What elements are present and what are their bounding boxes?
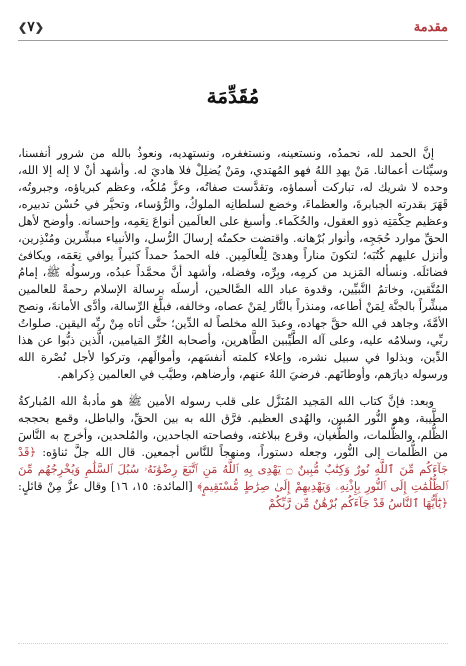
page-number-value: ۷ [27,19,35,35]
paragraph-1: إنَّ الحمد لله، نحمدُه، ونستعينه، ونستغفره، ونستهديه، ونعوذُ بالله من شرور أنفسنا، وسيِّئات أعمالنا. مَنْ يهدِ اللهُ فهو المُهتدي، ومَنْ يُضلِلْ فلا هاديَ له. وأشهد أنْ لا إله إلا الله، وحده لا شريك له، تباركت أسماؤه، وتقدَّست صفاتُه، وعزَّ مُلكُه، وعظم كبرياؤه، وجبروتُه، قَهَرَ بقدرته الجبابرةَ، والعظماءَ، وخضع لسلطانِه الملوكُ، والرُّؤساء، وتحيَّر في حُسْن تدبيره، وعظيم حِكْمَتِه ذوو العقول، والحُكَماء. وأسبغ على العالَمين أنواعَ نِعَمِه، وإحسانه. وأوضح لأهل الحقِّ موارد حُجَجِه، وأنوار بُرْهانه. واقتضت حكمتُه إرسالَ الرُّسل، والأنبياء مبشِّرين ومُنْذِرين، وأنزل عليهم كُتُبَه؛ لتكونَ مناراً وهدىً لِلْعالَمِين. فله الحمدُ حمداً كثيراً يوافي نِعَمَه، ويكافئ فضائلَه. ونسأله المَزيد من كرمِه، وبِرِّه، وفضله، وأشهد أنَّ محمَّداً عبدُه، ورسولُه ﷺ، إمامُ المُتَّقين، وخاتمُ النَّبيِّين، وقدوة عباد الله الصَّالحين، أرسلَه برسالة الإسلام رحمةً للعالمين مبشِّراً بالجنَّة لِمَنْ أطاعه، ومنذراً بالنَّار لِمَنْ عصاه، وخالفه، فبلَّغ الرِّسالة، وأدَّى الأمانةَ، ونصح الأمَّةَ، وجاهد في الله حقَّ جهاده، وعبدَ الله مخلصاً له الدِّين؛ حتَّى أتاه مِنْ ربِّه اليقين. صلواتُ ربِّي، وسلامُه عليه، وعلى آله الطَّيِّبين الطَّاهرين، وأصحابه الغُرِّ المَيامين، الَّذين ذبُّوا عن هذا الدِّين، وبذلوا في سبيل نشره، وإعلاء كلمته أنفسَهم، وأموالَهم، وتركوا لأجل نُصْرة الله ورسوله ديارَهم، وأوطانَهم. فرضيَ اللهُ عنهم، وأرضاهم، وطيَّب في العالمين ذِكراهم. [18,146,448,381]
transition-text: وقال عزَّ مِنْ قائلٍ: [18,479,107,493]
running-title: مقدمة [413,19,448,35]
ornament-left-icon: ❮ [18,21,28,34]
bottom-divider [18,643,448,644]
chapter-title-wrap [0,84,466,108]
chapter-title: مُقَدِّمَة [206,84,260,108]
paragraph-2 [18,393,448,512]
page-number [18,19,44,35]
header-divider [18,40,448,41]
quran-reference-1: [المائدة: ١٥، ١٦] [111,479,193,493]
paragraph-2-text: وبعد: فإنَّ كتاب الله المَجيد المُنَزَّل على قلب رسوله الأمين ﷺ هو مأدبةُ الله المُباركةُ الطَّيبة، وهو النُّور المُبين، والهُدى العظيم. فرَّق الله به بين الحقِّ، والباطل، وقمع بحججه الظُّلم، والظُّلمات، والطُّغيان، وقرع ببلاغته، وفصاحته الجاحدين، والمُلحدين، وأخرج به النَّاسَ من الظُّلمات إلى النُّور، وجعله دستوراً، ومنهجاً للنَّاس أجمعين. قال الله جلَّ ثناؤه: [18,394,448,459]
ornament-right-icon: ❯ [34,21,44,34]
quran-quote-1: ﴿قَدْ جَآءَكُم مِّنَ ٱللَّهِ نُورٌ وَكِتَٰبٌ مُّبِينٌ ۝ يَهْدِى بِهِ ٱللَّهُ مَنِ ٱتَّبَعَ رِضْوَٰنَهُۥ سُبُلَ ٱلسَّلَٰمِ وَيُخْرِجُهُم مِّنَ ٱلظُّلُمَٰتِ إِلَى ٱلنُّورِ بِإِذْنِهِۦ وَيَهْدِيهِمْ إِلَىٰ صِرَٰطٍ مُّسْتَقِيمٍ﴾ [18,445,448,493]
body-text [18,145,448,522]
quran-quote-2: ﴿يَٰٓأَيُّهَا ٱلنَّاسُ قَدْ جَآءَكُم بُرْهَٰنٌ مِّن رَّبِّكُمْ [268,496,448,510]
page-header [18,18,448,36]
